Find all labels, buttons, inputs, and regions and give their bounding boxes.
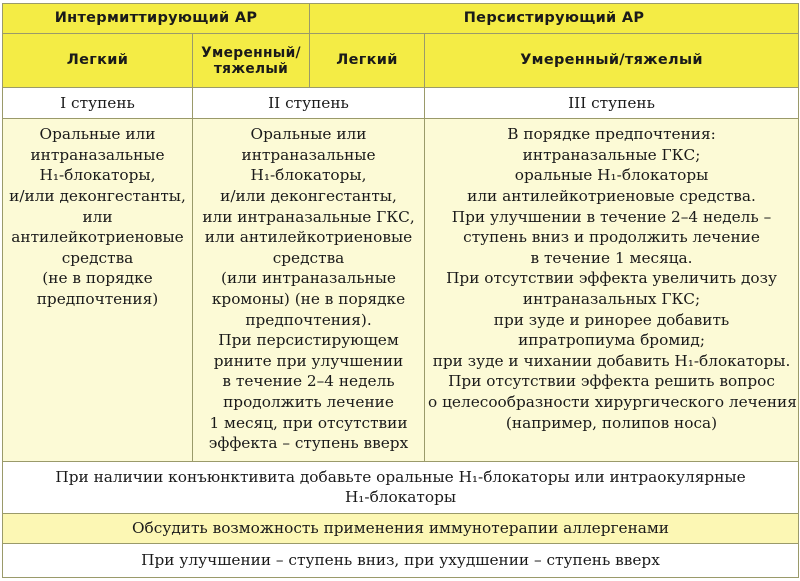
treatment-step-1-text (6, 119, 189, 309)
treatment-line: продолжить лечение (223, 392, 394, 411)
treatment-step-1 (3, 119, 193, 462)
treatment-line: H₁-блокаторы, (39, 166, 156, 185)
treatment-line: или (82, 207, 113, 226)
treatment-line: в течение 1 месяца. (530, 248, 693, 267)
treatment-line: и/или деконгестанты, (9, 186, 186, 205)
treatment-line: При отсутствии эффекта решить вопрос (448, 372, 775, 391)
step-3-label: III ступень (425, 88, 799, 119)
allergic-rhinitis-treatment-table (2, 3, 799, 578)
treatment-line: рините при улучшении (213, 351, 404, 370)
treatment-line: Оральные или (250, 125, 367, 144)
treatment-line: в течение 2–4 недель (222, 372, 395, 391)
treatment-line: интраназальные ГКС; (522, 145, 701, 164)
treatment-step-2 (193, 119, 425, 462)
treatment-line: при зуде и ринорее добавить (493, 310, 730, 329)
treatment-line: эффекта – ступень вверх (208, 434, 409, 453)
treatment-line: предпочтения) (36, 289, 159, 308)
treatment-line: (не в порядке (42, 269, 153, 288)
subheader-moderate-intermittent (193, 34, 310, 88)
conjunctivitis-note (3, 461, 799, 513)
treatment-line: (например, полипов носа) (505, 413, 718, 432)
treatment-line: о целесообразности хирургического лечения (428, 392, 797, 411)
treatment-line: ипратропиума бромид; (518, 331, 705, 350)
treatment-line: средства (272, 248, 345, 267)
treatment-step-3-text (428, 119, 795, 433)
treatment-line: кромоны) (не в порядке (211, 289, 406, 308)
treatment-line: Оральные или (39, 125, 156, 144)
header-intermittent: Интермиттирующий АР (3, 4, 310, 34)
treatment-line: При персистирующем (218, 331, 399, 350)
treatment-line: и/или деконгестанты, (220, 186, 397, 205)
step-1-label: I ступень (3, 88, 193, 119)
conjunctivitis-line-1: При наличии конъюнктивита добавьте оральные H₁-блокаторы или интраокулярные (55, 467, 746, 486)
treatment-line: антилейкотриеновые (11, 228, 184, 247)
subheader-mild-intermittent: Легкий (3, 34, 193, 88)
conjunctivitis-line-2: H₁-блокаторы (344, 488, 457, 507)
subheader-moderate-line-1: Умеренный/ (201, 44, 301, 61)
subheader-moderate-line-2: тяжелый (213, 60, 289, 77)
treatment-line: при зуде и чихании добавить H₁-блокаторы. (432, 351, 791, 370)
treatment-line: ступень вниз и продолжить лечение (463, 228, 760, 247)
treatment-line: В порядке предпочтения: (507, 125, 716, 144)
header-persistent: Персистирующий АР (310, 4, 799, 34)
subheader-mild-persistent: Легкий (310, 34, 425, 88)
treatment-line: интраназальные (241, 145, 376, 164)
treatment-line: или антилейкотриеновые средства. (467, 186, 756, 205)
treatment-line: предпочтения). (245, 310, 372, 329)
immunotherapy-note: Обсудить возможность применения иммунотерапии аллергенами (3, 513, 799, 543)
treatment-line: или интраназальные ГКС, (202, 207, 415, 226)
subheader-moderate-persistent: Умеренный/тяжелый (425, 34, 799, 88)
treatment-line: оральные H₁-блокаторы (514, 166, 709, 185)
treatment-step-2-text (196, 119, 421, 454)
treatment-line: H₁-блокаторы, (250, 166, 367, 185)
step-2-label: II ступень (193, 88, 425, 119)
treatment-line: интраназальных ГКС; (522, 289, 701, 308)
treatment-line: средства (61, 248, 134, 267)
treatment-line: (или интраназальные (221, 269, 396, 288)
treatment-line: 1 месяц, при отсутствии (209, 413, 408, 432)
treatment-line: При отсутствии эффекта увеличить дозу (446, 269, 777, 288)
treatment-line: или антилейкотриеновые (204, 228, 413, 247)
treatment-step-3 (425, 119, 799, 462)
stepping-note: При улучшении – ступень вниз, при ухудшении – ступень вверх (3, 543, 799, 577)
treatment-line: интраназальные (30, 145, 165, 164)
treatment-line: При улучшении в течение 2–4 недель – (451, 207, 772, 226)
